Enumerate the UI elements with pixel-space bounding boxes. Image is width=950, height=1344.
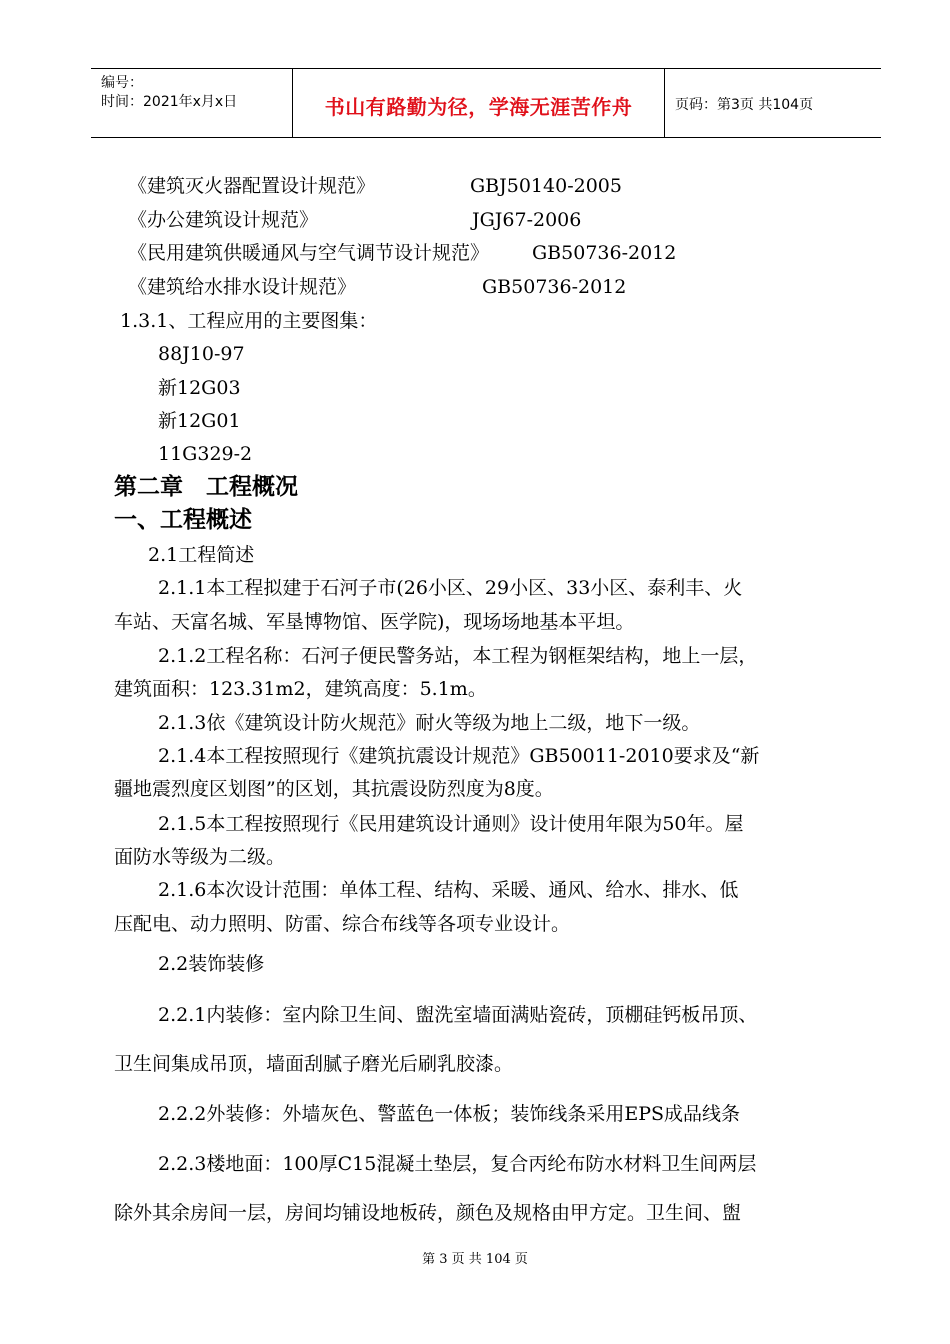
atlas-item: 11G329-2 [158, 443, 253, 465]
standard-code: JGJ67-2006 [472, 209, 582, 231]
paragraph-line: 2.1.3依《建筑设计防火规范》耐火等级为地上二级，地下一级。 [158, 712, 701, 734]
header-motto: 书山有路勤为径，学海无涯苦作舟 [324, 95, 633, 119]
paragraph-line: 2.1.5本工程按照现行《民用建筑设计通则》设计使用年限为50年。屋 [158, 813, 744, 835]
standard-code: GB50736-2012 [532, 242, 677, 264]
paragraph-line: 2.1.6本次设计范围：单体工程、结构、采暖、通风、给水、排水、低 [158, 879, 739, 901]
paragraph-line: 除外其余房间一层，房间均铺设地板砖，颜色及规格由甲方定。卫生间、盥 [114, 1202, 742, 1224]
paragraph-line: 卫生间集成吊顶，墙面刮腻子磨光后刷乳胶漆。 [114, 1053, 514, 1075]
paragraph-line: 2.1.2工程名称：石河子便民警务站，本工程为钢框架结构，地上一层， [158, 645, 758, 667]
document-time-label: 时间：2021年x月x日 [101, 94, 238, 110]
page-header [91, 68, 881, 138]
paragraph-line: 建筑面积：123.31m2，建筑高度：5.1m。 [114, 678, 487, 700]
header-info-cell [91, 69, 293, 137]
standard-code: GB50736-2012 [482, 276, 627, 298]
atlas-item: 新12G03 [158, 377, 241, 399]
standard-name: 《办公建筑设计规范》 [128, 209, 319, 231]
document-number-label: 编号： [101, 75, 143, 91]
atlas-item: 新12G01 [158, 410, 241, 432]
standard-name: 《建筑给水排水设计规范》 [128, 276, 357, 298]
standard-name: 《建筑灭火器配置设计规范》 [128, 175, 376, 197]
subsection-heading: 2.2装饰装修 [158, 953, 265, 975]
chapter-title: 第二章 工程概况 [114, 474, 298, 500]
page-footer: 第 3 页 共 104 页 [422, 1252, 528, 1267]
section-title: 一、工程概述 [114, 507, 252, 533]
atlas-heading: 1.3.1、工程应用的主要图集： [120, 310, 378, 332]
paragraph-line: 2.2.3楼地面：100厚C15混凝土垫层，复合丙纶布防水材料卫生间两层 [158, 1153, 757, 1175]
paragraph-line: 2.1.1本工程拟建于石河子市(26小区、29小区、33小区、泰利丰、火 [158, 577, 743, 599]
paragraph-line: 2.2.1内装修：室内除卫生间、盥洗室墙面满贴瓷砖，顶棚硅钙板吊顶、 [158, 1004, 758, 1026]
header-page-number: 页码：第3页 共104页 [675, 97, 814, 113]
paragraph-line: 车站、天富名城、军垦博物馆、医学院)，现场场地基本平坦。 [114, 611, 635, 633]
paragraph-line: 2.1.4本工程按照现行《建筑抗震设计规范》GB50011-2010要求及“新 [158, 745, 760, 767]
standard-name: 《民用建筑供暖通风与空气调节设计规范》 [128, 242, 490, 264]
standard-code: GBJ50140-2005 [470, 175, 622, 197]
subsection-heading: 2.1工程简述 [148, 544, 255, 566]
header-motto-cell [293, 69, 665, 137]
paragraph-line: 压配电、动力照明、防雷、综合布线等各项专业设计。 [114, 913, 571, 935]
paragraph-line: 疆地震烈度区划图”的区划，其抗震设防烈度为8度。 [114, 778, 554, 800]
atlas-item: 88J10-97 [158, 343, 245, 365]
header-page-cell [665, 69, 881, 137]
paragraph-line: 面防水等级为二级。 [114, 846, 286, 868]
paragraph-line: 2.2.2外装修：外墙灰色、警蓝色一体板；装饰线条采用EPS成品线条 [158, 1103, 741, 1125]
